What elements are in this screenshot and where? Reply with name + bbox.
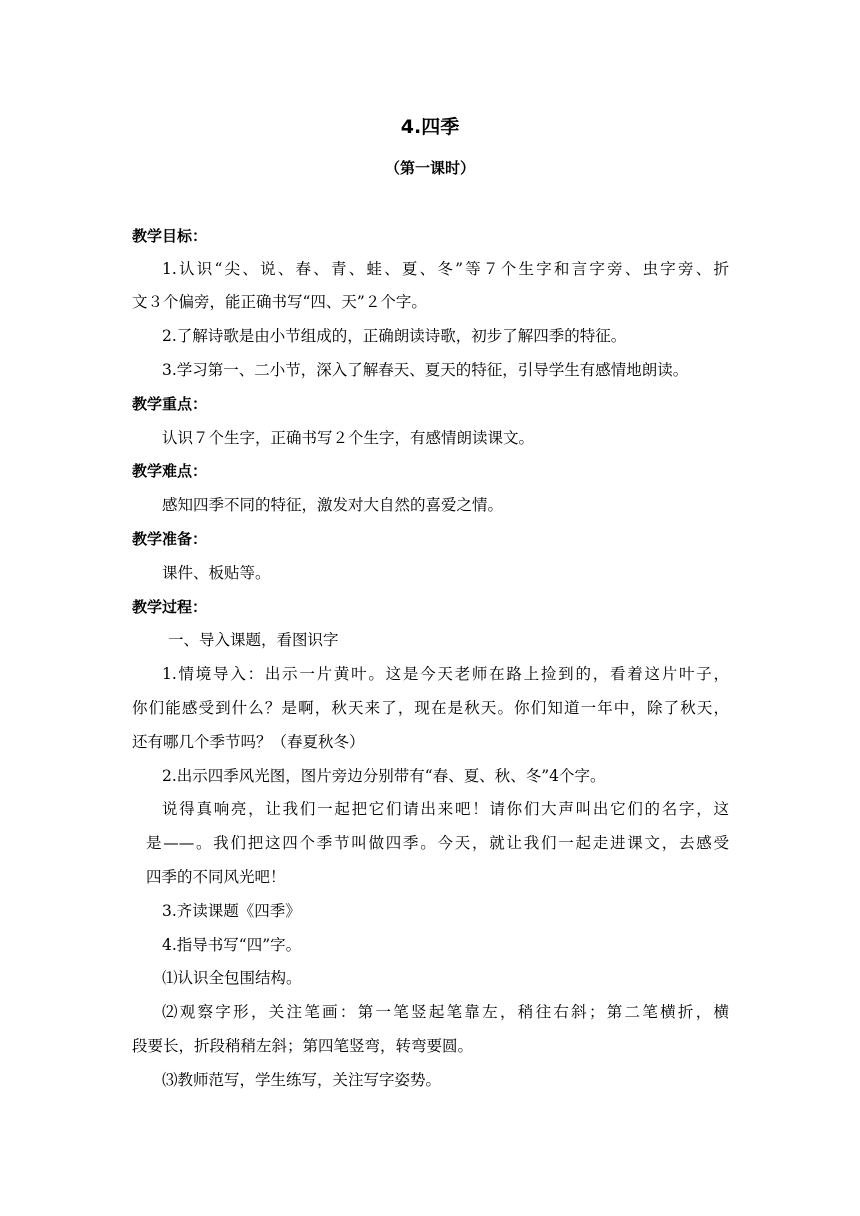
process-line: 你们能感受到什么？是啊，秋天来了，现在是秋天。你们知道一年中，除了秋天， — [132, 699, 729, 717]
process-line: ⑶教师范写，学生练写，关注写字姿势。 — [162, 1071, 442, 1089]
objective-line: 1.认识“尖、说、春、青、蛙、夏、冬”等７个生字和言字旁、虫字旁、折 — [162, 260, 729, 278]
process-line: 段要长，折段稍稍左斜；第四笔竖弯，转弯要圆。 — [132, 1037, 474, 1055]
process-line: 一、导入课题，看图识字 — [168, 631, 339, 649]
objectives-heading: 教学目标： — [132, 227, 208, 245]
focus-heading: 教学重点： — [132, 395, 208, 413]
page-subtitle: （第一课时） — [384, 159, 475, 177]
process-heading: 教学过程： — [132, 598, 208, 616]
objective-line: 文３个偏旁，能正确书写“四、天”２个字。 — [132, 293, 427, 311]
objective-line: 2.了解诗歌是由小节组成的，正确朗读诗歌，初步了解四季的特征。 — [162, 327, 627, 345]
objective-line: 3.学习第一、二小节，深入了解春天、夏天的特征，引导学生有感情地朗读。 — [162, 361, 689, 379]
difficulty-heading: 教学难点： — [132, 462, 208, 480]
page-title: 4.四季 — [400, 116, 460, 138]
preparation-heading: 教学准备： — [132, 530, 208, 548]
focus-text: 认识７个生字，正确书写２个生字，有感情朗读课文。 — [162, 429, 535, 447]
difficulty-text: 感知四季不同的特征，激发对大自然的喜爱之情。 — [162, 496, 504, 514]
process-line: 4.指导书写“四”字。 — [162, 936, 302, 954]
process-line: 说得真响亮，让我们一起把它们请出来吧！请你们大声叫出它们的名字，这 — [162, 800, 729, 818]
process-line: ⑴认识全包围结构。 — [162, 969, 302, 987]
process-line: 1.情境导入：出示一片黄叶。这是今天老师在路上捡到的，看着这片叶子， — [162, 665, 729, 683]
process-line: 四季的不同风光吧！ — [146, 868, 286, 886]
process-line: 是——。我们把这四个季节叫做四季。今天，就让我们一起走进课文，去感受 — [146, 834, 729, 852]
process-line: 3.齐读课题《四季》 — [162, 902, 301, 920]
process-line: ⑵观察字形，关注笔画：第一笔竖起笔靠左，稍往右斜；第二笔横折，横 — [162, 1003, 729, 1021]
process-line: 2.出示四季风光图，图片旁边分别带有“春、夏、秋、冬”4个字。 — [162, 767, 606, 785]
process-line: 还有哪几个季节吗？（春夏秋冬） — [132, 733, 365, 751]
preparation-text: 课件、板贴等。 — [162, 564, 271, 582]
